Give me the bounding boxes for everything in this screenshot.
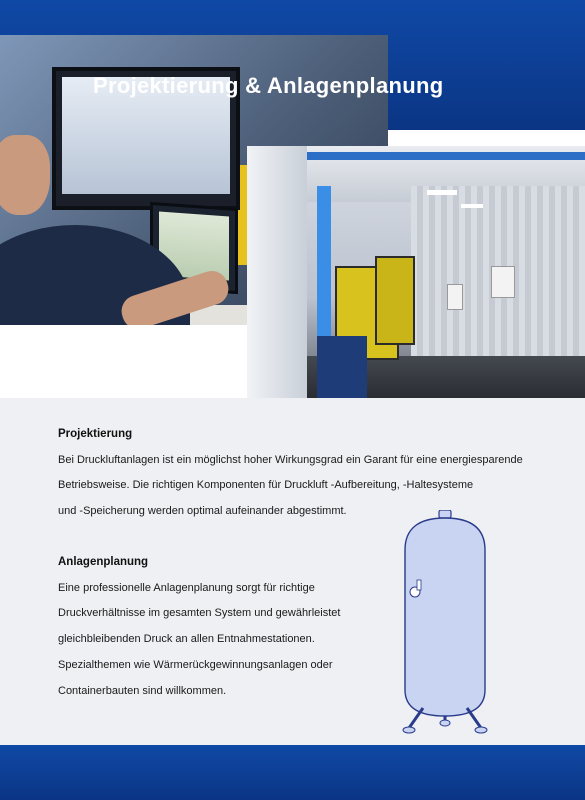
paragraph-line: Bei Druckluftanlagen ist ein möglichst hoher Wirkungsgrad ein Garant für eine energiesparende xyxy=(58,454,523,466)
page-title: Projektierung & Anlagenplanung xyxy=(93,73,444,98)
paragraph-line: Spezialthemen wie Wärmerückgewinnungsanlagen oder xyxy=(58,659,333,671)
paragraph-line: und -Speicherung werden optimal aufeinander abgestimmt. xyxy=(58,505,347,517)
air-receiver-tank-illustration xyxy=(395,510,495,740)
container-photo xyxy=(247,146,585,398)
section-heading-anlagenplanung: Anlagenplanung xyxy=(58,556,149,568)
paragraph-line: Druckverhältnisse im gesamten System und gewährleistet xyxy=(58,607,341,619)
paragraph-line: Betriebsweise. Die richtigen Komponenten für Druckluft -Aufbereitung, -Haltesysteme xyxy=(58,479,474,491)
section-heading-projektierung: Projektierung xyxy=(58,428,133,440)
paragraph-line: gleichbleibenden Druck an allen Entnahmestationen. xyxy=(58,633,315,645)
footer-band xyxy=(0,745,585,800)
paragraph-line: Eine professionelle Anlagenplanung sorgt für richtige xyxy=(58,582,315,594)
paragraph-line: Containerbauten sind willkommen. xyxy=(58,685,227,697)
